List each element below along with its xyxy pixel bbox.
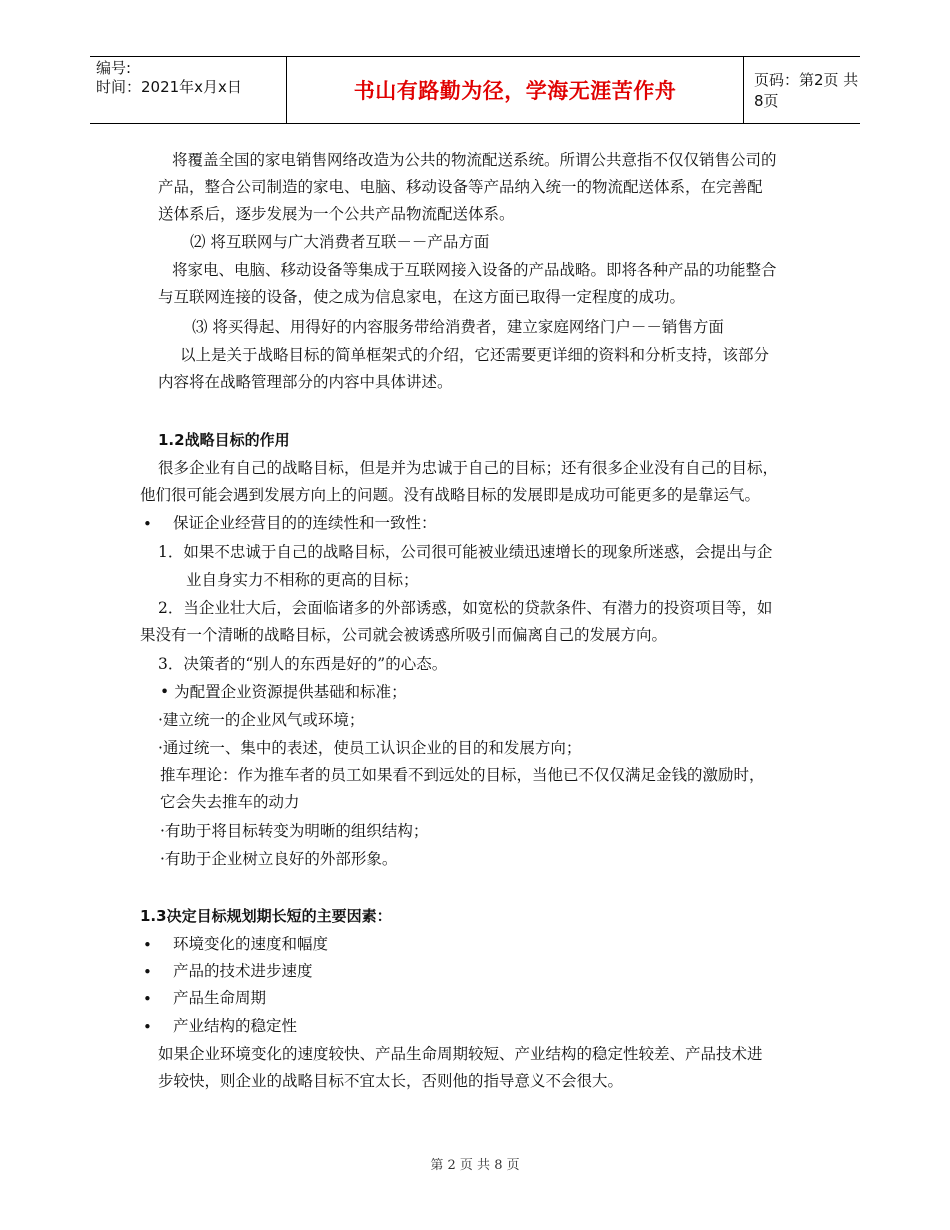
section-heading: 1.2战略目标的作用 [158,431,290,449]
bullet-icon: • [143,963,152,981]
list-item: ·有助于将目标转变为明晰的组织结构； [160,822,429,840]
header-meta [96,59,296,97]
paragraph-line: 很多企业有自己的战略目标，但是并为忠诚于自己的目标；还有很多企业没有自己的目标， [158,459,779,477]
list-item: 2．当企业壮大后，会面临诸多的外部诱惑，如宽松的贷款条件、有潜力的投资项目等，如 [158,599,773,617]
paragraph-line: 送体系后，逐步发展为一个公共产品物流配送体系。 [158,205,515,223]
paragraph-line: 将家电、电脑、移动设备等集成于互联网接入设备的产品战略。即将各种产品的功能整合 [172,261,777,279]
paragraph-line: 步较快，则企业的战略目标不宜太长，否则他的指导意义不会很大。 [158,1072,624,1090]
bullet-icon: • [143,1018,152,1036]
time-label: 时间：2021年x月x日 [96,78,242,96]
list-item: ⑶ 将买得起、用得好的内容服务带给消费者，建立家庭网络门户－－销售方面 [192,318,724,336]
bullet-icon: • [143,515,152,533]
list-item: ·建立统一的企业风气或环境； [158,711,365,729]
paragraph-line: 业自身实力不相称的更高的目标； [186,571,419,589]
paragraph-line: 以上是关于战略目标的简单框架式的介绍，它还需要更详细的资料和分析支持，该部分 [180,346,770,364]
paragraph-line: 将覆盖全国的家电销售网络改造为公共的物流配送系统。所谓公共意指不仅仅销售公司的 [172,151,777,169]
list-item: 产品生命周期 [173,989,267,1007]
paragraph-line: 果没有一个清晰的战略目标，公司就会被诱惑所吸引而偏离自己的发展方向。 [140,626,668,644]
list-item: ·通过统一、集中的表述，使员工认识企业的目的和发展方向； [158,739,582,757]
paragraph-line: 推车理论：作为推车者的员工如果看不到远处的目标，当他已不仅仅满足金钱的激励时， [160,766,765,784]
paragraph-line: 如果企业环境变化的速度较快、产品生命周期较短、产业结构的稳定性较差、产品技术进 [158,1045,763,1063]
paragraph-line: 与互联网连接的设备，使之成为信息家电，在这方面已取得一定程度的成功。 [158,288,686,306]
paragraph-line: 内容将在战略管理部分的内容中具体讲述。 [158,373,453,391]
list-item: 产业结构的稳定性 [173,1017,298,1035]
list-item: 产品的技术进步速度 [173,962,313,980]
paragraph-line: 他们很可能会遇到发展方向上的问题。没有战略目标的发展即是成功可能更多的是靠运气。 [140,486,761,504]
list-item: 1．如果不忠诚于自己的战略目标，公司很可能被业绩迅速增长的现象所迷惑，会提出与企 [158,543,773,561]
list-item: ·有助于企业树立良好的外部形象。 [160,850,398,868]
page-footer: 第 2 页 共 8 页 [430,1158,520,1173]
header-page-info: 页码：第2页 共8页 [754,71,859,110]
list-item: 保证企业经营目的的连续性和一致性： [173,514,437,532]
number-label: 编号: [96,59,132,77]
list-item: • 为配置企业资源提供基础和标准； [160,683,407,701]
bullet-icon: • [143,990,152,1008]
section-heading: 1.3决定目标规划期长短的主要因素： [140,907,392,925]
list-item: 3．决策者的“别人的东西是好的”的心态。 [158,655,448,673]
paragraph-line: 产品，整合公司制造的家电、电脑、移动设备等产品纳入统一的物流配送体系，在完善配 [158,178,763,196]
list-item: 环境变化的速度和幅度 [173,935,329,953]
bullet-icon: • [143,936,152,954]
header-motto: 书山有路勤为径，学海无涯苦作舟 [286,57,744,123]
page-header [90,56,860,124]
paragraph-line: 它会失去推车的动力 [160,793,300,811]
list-item: ⑵ 将互联网与广大消费者互联－－产品方面 [190,233,490,251]
